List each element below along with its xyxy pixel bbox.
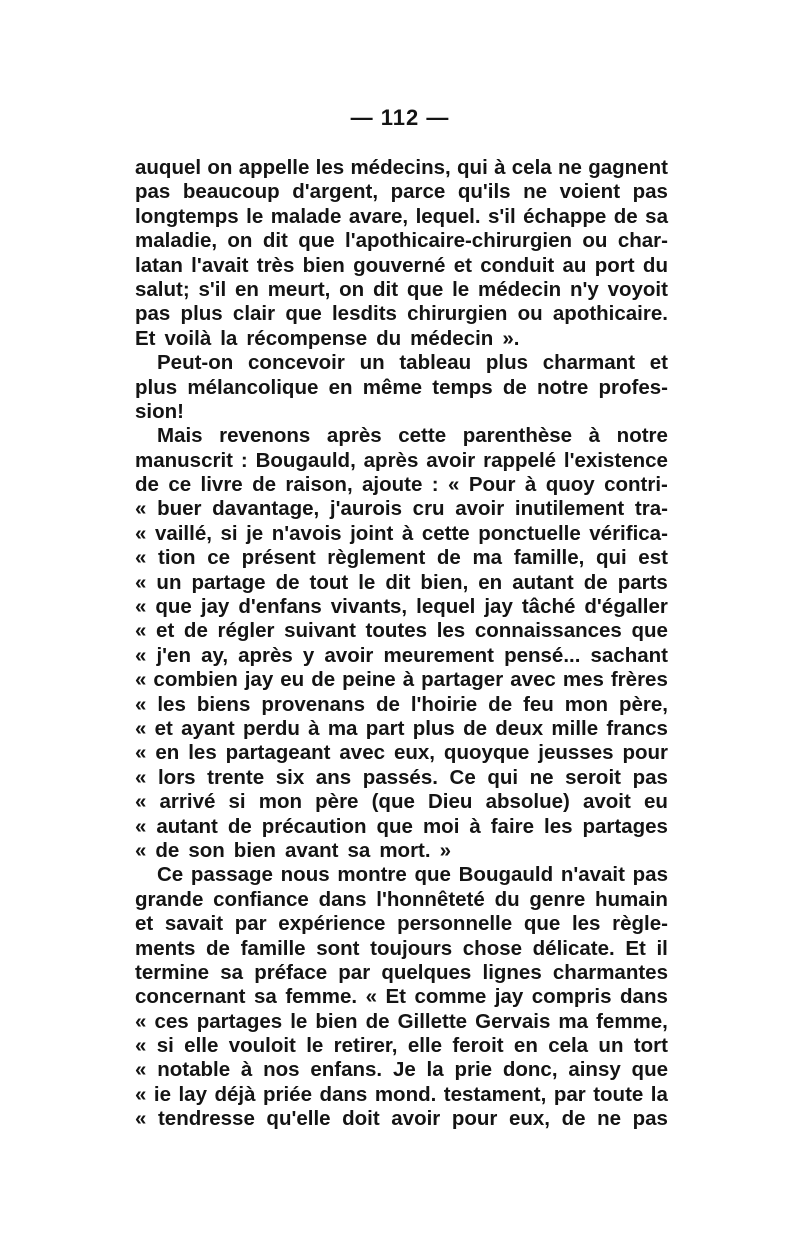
- text-line: « de son bien avant sa mort. »: [135, 838, 451, 862]
- text-line: Ce passage nous montre que Bougauld n'avait pas: [157, 863, 668, 887]
- text-line: « et ayant perdu à ma part plus de deux mille francs: [135, 716, 668, 740]
- text-line: Et voilà la récompense du médecin ».: [135, 326, 520, 350]
- text-line: concernant sa femme. « Et comme jay compris dans: [135, 985, 668, 1009]
- text-line: Mais revenons après cette parenthèse à notre: [157, 424, 668, 448]
- body-text: [135, 156, 668, 1132]
- text-line: « notable à nos enfans. Je la prie donc, ainsy que: [135, 1058, 668, 1082]
- text-line: ments de famille sont toujours chose délicate. Et il: [135, 936, 668, 960]
- text-line: et savait par expérience personnelle que les règle-: [135, 912, 668, 936]
- text-line: grande confiance dans l'honnêteté du genre humain: [135, 887, 668, 911]
- text-line: manuscrit : Bougauld, après avoir rappelé l'existence: [135, 448, 668, 472]
- text-line: maladie, on dit que l'apothicaire-chirurgien ou char-: [135, 229, 668, 253]
- text-line: « ie lay déjà priée dans mond. testament, par toute la: [135, 1082, 668, 1106]
- text-line: « un partage de tout le dit bien, en autant de parts: [135, 570, 668, 594]
- text-line: « que jay d'enfans vivants, lequel jay tâché d'égaller: [135, 595, 668, 619]
- text-line: de ce livre de raison, ajoute : « Pour à quoy contri-: [135, 473, 668, 497]
- text-line: « combien jay eu de peine à partager avec mes frères: [135, 668, 668, 692]
- text-line: « en les partageant avec eux, quoyque jeusses pour: [135, 741, 668, 765]
- text-line: « lors trente six ans passés. Ce qui ne seroit pas: [135, 765, 668, 789]
- text-line: plus mélancolique en même temps de notre profes-: [135, 375, 668, 399]
- text-line: « et de régler suivant toutes les connaissances que: [135, 619, 668, 643]
- text-line: latan l'avait très bien gouverné et conduit au port du: [135, 253, 668, 277]
- text-line: pas beaucoup d'argent, parce qu'ils ne voient pas: [135, 180, 668, 204]
- text-line: auquel on appelle les médecins, qui à cela ne gagnent: [135, 156, 668, 179]
- text-line: « ces partages le bien de Gillette Gervais ma femme,: [135, 1009, 668, 1033]
- text-line: « vaillé, si je n'avois joint à cette ponctuelle vérifica-: [135, 521, 668, 545]
- text-line: salut; s'il en meurt, on dit que le médecin n'y voyoit: [135, 277, 668, 301]
- text-line: longtemps le malade avare, lequel. s'il échappe de sa: [135, 204, 668, 228]
- text-line: « tion ce présent règlement de ma famille, qui est: [135, 546, 668, 570]
- text-line: « j'en ay, après y avoir meurement pensé... sachant: [135, 643, 668, 667]
- text-line: « autant de précaution que moi à faire les partages: [135, 814, 668, 838]
- page-number: — 112 —: [350, 105, 450, 130]
- text-line: pas plus clair que lesdits chirurgien ou apothicaire.: [135, 302, 668, 326]
- text-line: « si elle vouloit le retirer, elle feroit en cela un tort: [135, 1034, 668, 1058]
- text-line: « les biens provenans de l'hoirie de feu mon père,: [135, 692, 668, 716]
- text-line: termine sa préface par quelques lignes charmantes: [135, 960, 668, 984]
- text-line: « arrivé si mon père (que Dieu absolue) avoit eu: [135, 790, 668, 814]
- text-line: « tendresse qu'elle doit avoir pour eux, de ne pas: [135, 1107, 668, 1131]
- text-line: sion!: [135, 399, 184, 423]
- text-line: Peut-on concevoir un tableau plus charmant et: [157, 351, 668, 375]
- text-line: « buer davantage, j'aurois cru avoir inutilement tra-: [135, 497, 668, 521]
